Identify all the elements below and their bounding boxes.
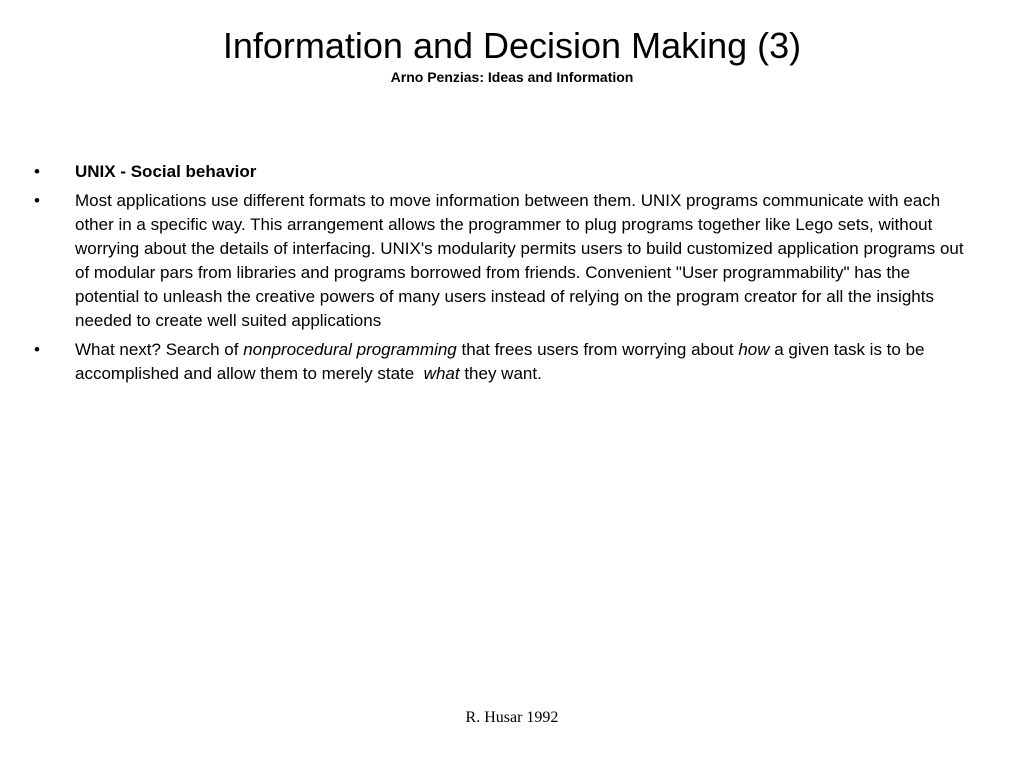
bullet-item-applications: [34, 189, 974, 333]
bullet-text-emphasis: what: [423, 364, 460, 383]
slide-footer: R. Husar 1992: [465, 709, 559, 726]
bullet-text: UNIX - Social behavior: [75, 162, 257, 181]
bullet-text-part: that frees users from worrying about: [456, 340, 739, 359]
bullet-marker: •: [34, 340, 40, 359]
bullet-text-emphasis: how: [738, 340, 770, 359]
bullet-item-what-next: [34, 338, 974, 386]
bullet-marker: •: [34, 191, 40, 210]
bullet-text-part: a given task is to be accomplished and allow them to merely state: [75, 340, 930, 383]
bullet-text: Most applications use different formats to move information between them. UNIX programs communicate with each other in a specific way. This arrangement allows the programmer to plug programs together like Lego sets, without worrying about the details of interfacing. UNIX's modularity permits users to build customized application programs out of modular pars from libraries and programs borrowed from friends. Convenient "User programmability" has the potential to unleash the creative powers of many users instead of relying on the program creator for all the insights needed to create well suited applications: [75, 191, 964, 330]
bullet-text-part: What next? Search of: [75, 340, 244, 359]
slide-title: Information and Decision Making (3): [222, 25, 802, 66]
title-block: [0, 24, 1024, 86]
bullet-item-unix-heading: [34, 160, 974, 184]
bullet-list: [34, 160, 974, 391]
bullet-marker: •: [34, 162, 40, 181]
bullet-text-part: they want.: [459, 364, 542, 383]
bullet-text-emphasis: nonprocedural programming: [243, 340, 457, 359]
slide-subtitle: Arno Penzias: Ideas and Information: [390, 69, 634, 85]
